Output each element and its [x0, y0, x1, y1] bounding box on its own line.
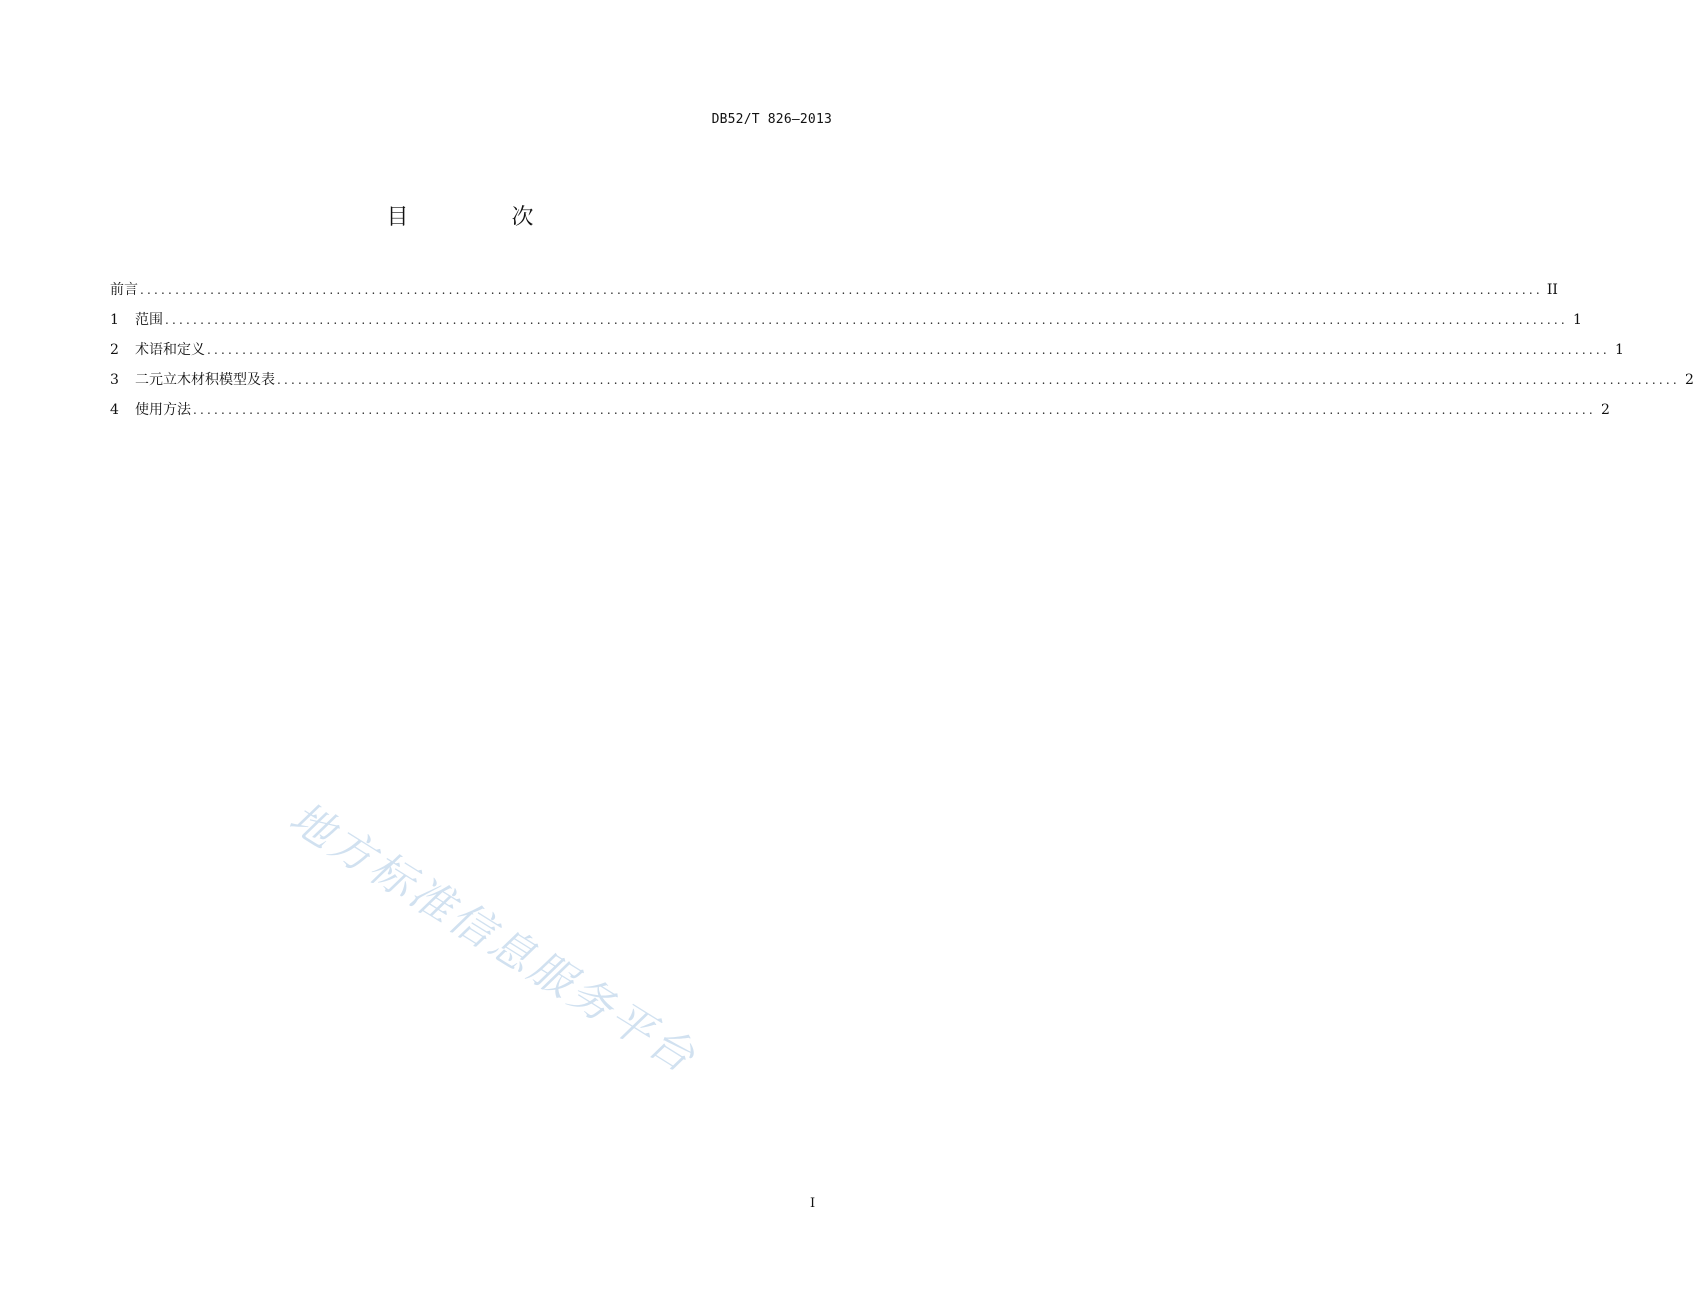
- toc-entry-page: 2: [1684, 372, 1694, 388]
- toc-entry-usage[interactable]: [110, 399, 1610, 429]
- toc-entry-label: 范围: [135, 312, 163, 328]
- document-code: DB52/T 826—2013: [711, 112, 832, 127]
- toc-entry-number: 2: [110, 342, 119, 358]
- toc-entry-number: 4: [110, 402, 119, 418]
- toc-entry-page: 1: [1614, 342, 1624, 358]
- toc-dot-leader: ........................................................................................................................................................................................................: [207, 343, 1610, 357]
- toc-entry-scope[interactable]: [110, 309, 1582, 339]
- toc-title: 目 次: [386, 205, 582, 230]
- table-of-contents: [110, 279, 1694, 429]
- toc-entry-terms[interactable]: [110, 339, 1624, 369]
- page-number: I: [810, 1196, 816, 1211]
- toc-entry-number: 3: [110, 372, 119, 388]
- toc-entry-label: 二元立木材积模型及表: [135, 372, 275, 388]
- toc-entry-label: 使用方法: [135, 402, 191, 418]
- toc-entry-foreword[interactable]: [110, 279, 1558, 309]
- toc-dot-leader: ........................................................................................................................................................................................................: [277, 373, 1680, 387]
- toc-entry-page: II: [1546, 282, 1558, 298]
- toc-dot-leader: ........................................................................................................................................................................................................: [193, 403, 1596, 417]
- toc-entry-label: 术语和定义: [135, 342, 205, 358]
- toc-entry-number: 1: [110, 312, 119, 328]
- toc-entry-label: 前言: [110, 282, 138, 298]
- toc-entry-page: 2: [1600, 402, 1610, 418]
- toc-dot-leader: ........................................................................................................................................................................................................: [140, 283, 1543, 297]
- toc-dot-leader: ........................................................................................................................................................................................................: [165, 313, 1568, 327]
- watermark-text: 地方标准信息服务平台: [280, 792, 706, 1085]
- toc-entry-volume-model[interactable]: [110, 369, 1694, 399]
- toc-entry-page: 1: [1572, 312, 1582, 328]
